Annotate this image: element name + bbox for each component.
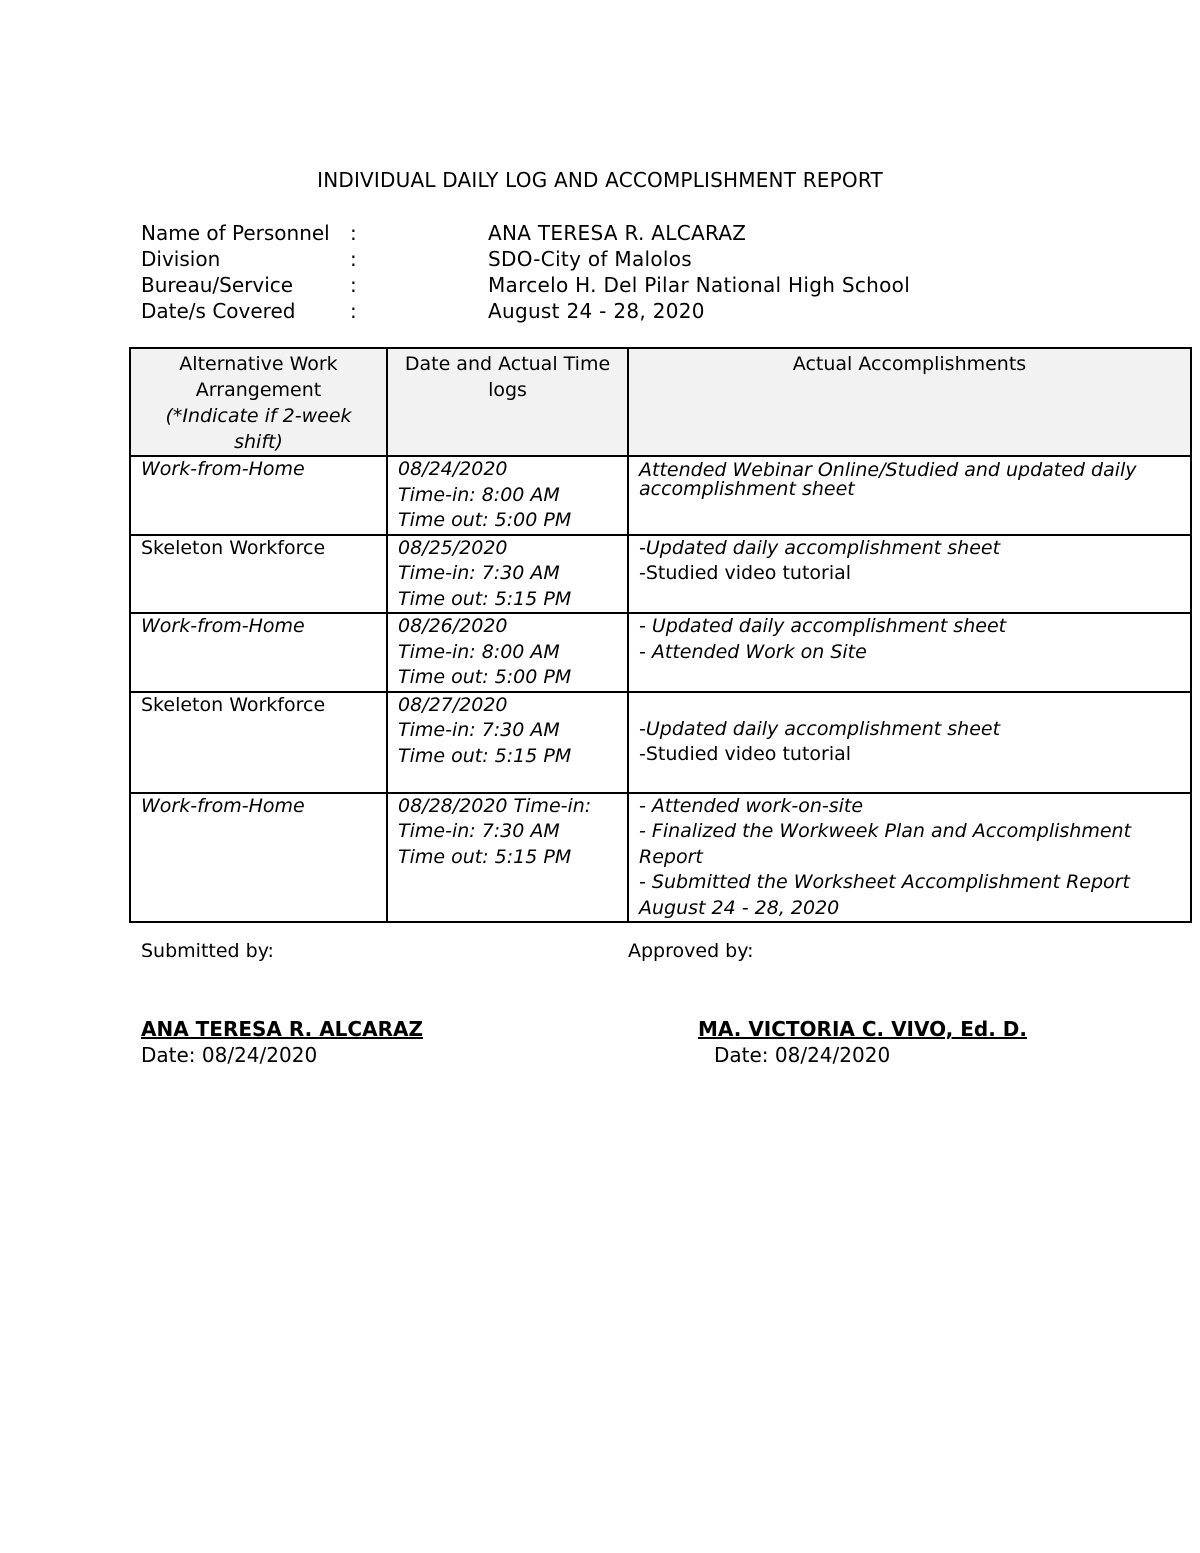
time-log-cell xyxy=(387,613,628,692)
arrangement-cell: Work-from-Home xyxy=(130,456,387,535)
time-out: Time out: 5:00 PM xyxy=(398,509,572,531)
accomplishments-cell xyxy=(628,613,1191,692)
table-row xyxy=(130,456,1191,535)
table-row xyxy=(130,535,1191,614)
time-in: Time-in: 7:30 AM xyxy=(398,820,560,842)
time-in: Time-in: 7:30 AM xyxy=(398,562,560,584)
header-accomplishments: Actual Accomplishments xyxy=(628,348,1191,456)
table-row xyxy=(130,613,1191,692)
time-in: Time-in: 8:00 AM xyxy=(398,483,560,506)
table-row xyxy=(130,692,1191,793)
submitted-date: Date: 08/24/2020 xyxy=(141,1043,318,1067)
submitted-by-name: ANA TERESA R. ALCARAZ xyxy=(141,1017,423,1041)
accomplishment-item: Attended Webinar Online/Studied and updated daily accomplishment sheet xyxy=(639,459,1137,500)
info-value: ANA TERESA R. ALCARAZ xyxy=(488,221,747,245)
accomplishment-item: - Attended Work on Site xyxy=(639,640,867,663)
accomplishment-item: -Updated daily accomplishment sheet xyxy=(639,536,1001,559)
info-label: Date/s Covered xyxy=(141,299,296,323)
arrangement-cell: Skeleton Workforce xyxy=(130,535,387,614)
header-arrangement-note: (*Indicate if 2-week shift) xyxy=(165,405,352,453)
accomplishment-item: - Submitted the Worksheet Accomplishment Report August 24 - 28, 2020 xyxy=(639,871,1130,919)
submitted-by-label: Submitted by: xyxy=(141,940,274,962)
accomplishments-cell xyxy=(628,793,1191,923)
log-date: 08/28/2020 Time-in: xyxy=(398,794,592,817)
arrangement-cell: Work-from-Home xyxy=(130,613,387,692)
accomplishment-item: - Attended work-on-site xyxy=(639,794,864,817)
info-colon: : xyxy=(350,273,357,297)
time-out: Time out: 5:15 PM xyxy=(398,845,572,868)
header-arrangement xyxy=(130,348,387,456)
time-in: Time-in: 8:00 AM xyxy=(398,640,560,663)
accomplishments-cell xyxy=(628,535,1191,614)
info-label: Division xyxy=(141,247,221,271)
arrangement-cell: Work-from-Home xyxy=(130,793,387,923)
time-out: Time out: 5:00 PM xyxy=(398,666,572,688)
accomplishment-item: -Updated daily accomplishment sheet xyxy=(639,717,1001,740)
arrangement-cell: Skeleton Workforce xyxy=(130,692,387,793)
accomplishment-item: -Studied video tutorial xyxy=(639,743,852,765)
header-arrangement-label: Alternative Work Arrangement xyxy=(179,353,338,401)
info-label: Bureau/Service xyxy=(141,273,294,297)
report-title: INDIVIDUAL DAILY LOG AND ACCOMPLISHMENT REPORT xyxy=(317,168,883,192)
time-log-cell xyxy=(387,535,628,614)
info-colon: : xyxy=(350,247,357,271)
log-date: 08/25/2020 xyxy=(398,536,508,559)
header-date: Date and Actual Time logs xyxy=(387,348,628,456)
approved-by-name: MA. VICTORIA C. VIVO, Ed. D. xyxy=(698,1017,1027,1041)
accomplishment-item: - Updated daily accomplishment sheet xyxy=(639,615,1007,637)
info-value: Marcelo H. Del Pilar National High School xyxy=(488,273,911,297)
time-out: Time out: 5:15 PM xyxy=(398,587,572,610)
info-value: SDO-City of Malolos xyxy=(488,247,693,271)
time-log-cell xyxy=(387,692,628,793)
table-header-row xyxy=(130,348,1191,456)
info-colon: : xyxy=(350,221,357,245)
info-label: Name of Personnel xyxy=(141,221,330,245)
time-in: Time-in: 7:30 AM xyxy=(398,719,560,741)
table-row xyxy=(130,793,1191,923)
time-out: Time out: 5:15 PM xyxy=(398,744,572,767)
accomplishments-cell xyxy=(628,692,1191,793)
log-date: 08/24/2020 xyxy=(398,458,508,480)
accomplishments-cell xyxy=(628,456,1191,535)
info-value: August 24 - 28, 2020 xyxy=(488,299,705,323)
time-log-cell xyxy=(387,456,628,535)
log-date: 08/26/2020 xyxy=(398,615,508,637)
approved-date: Date: 08/24/2020 xyxy=(714,1043,891,1067)
approved-by-label: Approved by: xyxy=(628,940,754,962)
info-colon: : xyxy=(350,299,357,323)
log-date: 08/27/2020 xyxy=(398,693,508,716)
time-log-cell xyxy=(387,793,628,923)
accomplishment-item: - Finalized the Workweek Plan and Accomplishment Report xyxy=(639,820,1132,868)
daily-log-table xyxy=(129,347,1192,923)
accomplishment-item: -Studied video tutorial xyxy=(639,562,852,584)
